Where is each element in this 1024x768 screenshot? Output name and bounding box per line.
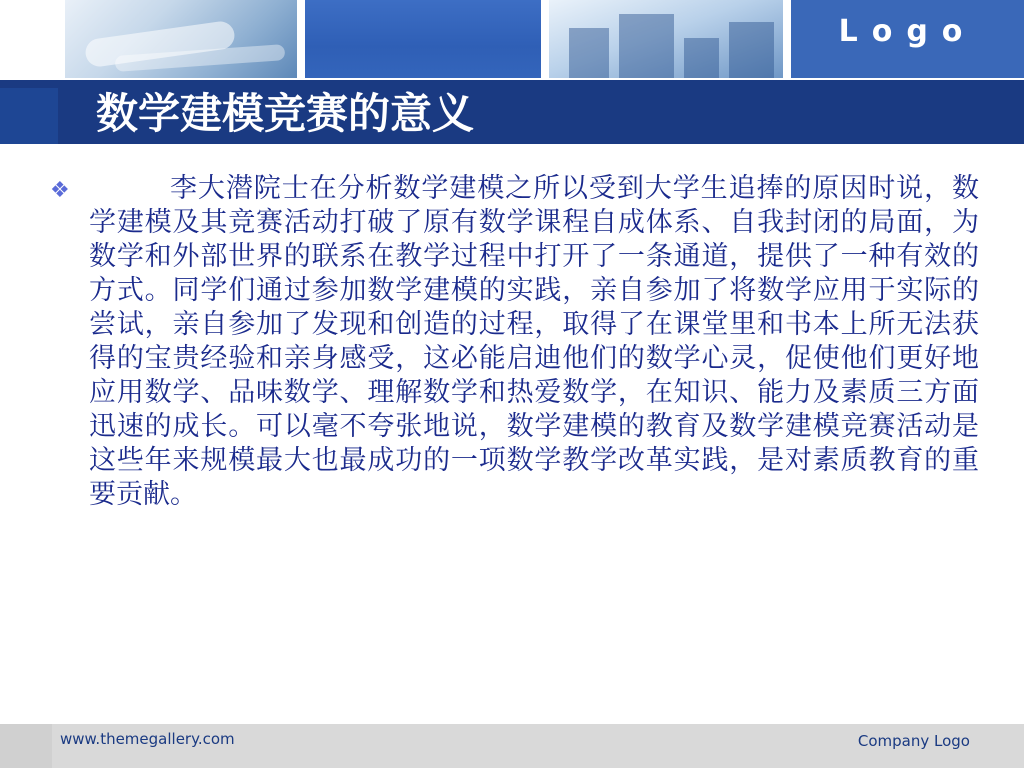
footer-company-logo: Company Logo: [857, 732, 970, 750]
building-shape: [569, 28, 609, 78]
city-buildings-photo: [549, 0, 783, 78]
logo-text: Logo: [838, 14, 977, 49]
blue-panel-photo: [305, 0, 541, 78]
slide-title: 数学建模竞赛的意义: [96, 89, 475, 138]
slide-body-text: 李大潜院士在分析数学建模之所以受到大学生追捧的原因时说，数学建模及其竞赛活动打破了原有数学课程自成体系、自我封闭的局面，为数学和外部世界的联系在教学过程中打开了一条通道，提供了一种有效的方式。同学们通过参加数学建模的实践，亲自参加了将数学应用于实际的尝试，亲自参加了发现和创造的过程，取得了在课堂里和书本上所无法获得的宝贵经验和亲身感受，这必能启迪他们的数学心灵，促使他们更好地应用数学、品味数学、理解数学和热爱数学，在知识、能力及素质三方面迅速的成长。可以毫不夸张地说，数学建模的教育及数学建模竞赛活动是这些年来规模最大也最成功的一项数学教学改革实践，是对素质教育的重要贡献。: [89, 173, 979, 510]
logo-box: [791, 0, 1024, 78]
building-shape: [619, 14, 674, 78]
diamond-bullet-icon: ❖: [50, 178, 70, 203]
title-accent-tab: [0, 88, 58, 144]
header-banner: [0, 0, 1024, 78]
building-shape: [684, 38, 719, 78]
footer-website[interactable]: www.themegallery.com: [60, 730, 235, 748]
building-shape: [729, 22, 774, 78]
keyboard-hands-photo: [65, 0, 297, 78]
